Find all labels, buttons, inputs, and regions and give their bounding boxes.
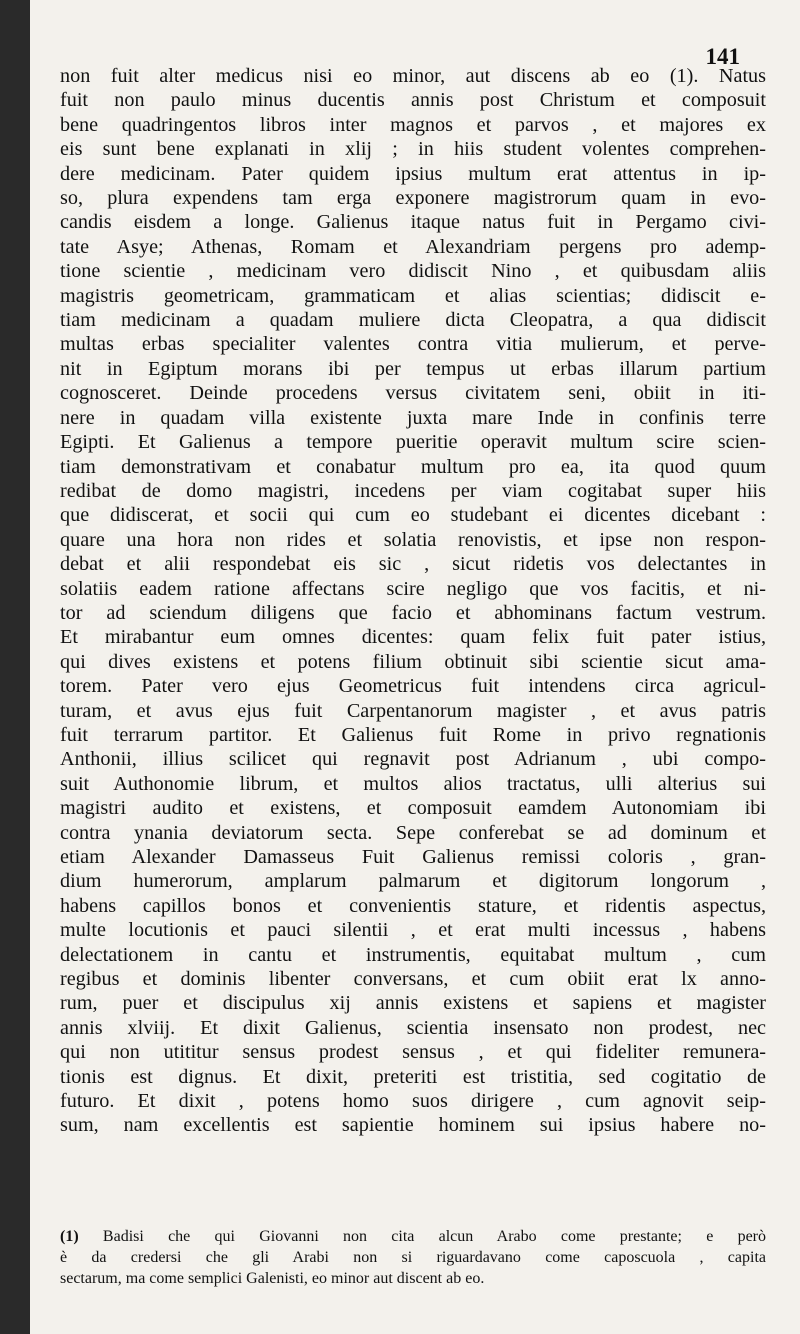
text-line: tate Asye; Athenas, Romam et Alexandriam pergens pro ademp-	[60, 235, 766, 258]
text-line: magistri audito et existens, et composuit eamdem Autonomiam ibi	[60, 797, 766, 820]
body-text	[60, 64, 766, 1138]
text-line: debat et alii respondebat eis sic , sicut ridetis vos delectantes in	[60, 553, 766, 576]
text-line: tor ad sciendum diligens que facio et abhominans factum vestrum.	[60, 601, 766, 624]
text-line: annis xlviij. Et dixit Galienus, scientia insensato non prodest, nec	[60, 1016, 766, 1039]
text-line: multe locutionis et pauci silentii , et erat multi incessus , habens	[60, 919, 766, 942]
text-line: qui non utititur sensus prodest sensus , et qui fideliter remunera-	[60, 1041, 766, 1064]
text-line: rum, puer et discipulus xij annis existens et sapiens et magister	[60, 992, 766, 1015]
text-line: qui dives existens et potens filium obtinuit sibi scientie sicut ama-	[60, 650, 766, 673]
text-line: dere medicinam. Pater quidem ipsius multum erat attentus in ip-	[60, 162, 766, 185]
text-line: non fuit alter medicus nisi eo minor, aut discens ab eo (1). Natus	[60, 65, 766, 87]
text-line: futuro. Et dixit , potens homo suos dirigere , cum agnovit seip-	[60, 1090, 766, 1113]
text-line: habens capillos bonos et convenientis stature, et ridentis aspectus,	[60, 894, 766, 917]
text-line: so, plura expendens tam erga exponere magistrorum quam in evo-	[60, 187, 766, 210]
text-line: Egipti. Et Galienus a tempore pueritie operavit multum scire scien-	[60, 431, 766, 454]
text-line: tione scientie , medicinam vero didiscit Nino , et quibusdam aliis	[60, 260, 766, 283]
text-line: magistris geometricam, grammaticam et alias scientias; didiscit e-	[60, 284, 766, 307]
book-page	[30, 0, 800, 1334]
footnote-line	[60, 1226, 766, 1247]
text-line: candis eisdem a longe. Galienus itaque natus fuit in Pergamo civi-	[60, 211, 766, 234]
footnote	[60, 1226, 766, 1289]
text-line: Et mirabantur eum omnes dicentes: quam felix fuit pater istius,	[60, 626, 766, 649]
text-line: que didiscerat, et socii qui cum eo studebant ei dicentes dicebant :	[60, 504, 766, 527]
footnote-line-text: Badisi che qui Giovanni non cita alcun Arabo come prestante; e però	[102, 1228, 767, 1245]
text-line: torem. Pater vero ejus Geometricus fuit intendens circa agricul-	[60, 675, 766, 698]
page-number: 141	[705, 44, 740, 69]
text-line: redibat de domo magistri, incedens per viam cogitabat super hiis	[60, 479, 766, 502]
text-line: tionis est dignus. Et dixit, preteriti est tristitia, sed cogitatio de	[60, 1065, 766, 1088]
text-line: sum, nam excellentis est sapientie hominem sui ipsius habere no-	[60, 1114, 766, 1137]
text-line: quare una hora non rides et solatia renovistis, et ipse non respon-	[60, 528, 766, 551]
footnote-line: sectarum, ma come semplici Galenisti, eo minor aut discent ab eo.	[60, 1270, 485, 1287]
text-line: bene quadringentos libros inter magnos et parvos , et majores ex	[60, 113, 766, 136]
text-line: fuit non paulo minus ducentis annis post Christum et composuit	[60, 89, 766, 112]
text-line: cognosceret. Deinde procedens versus civitatem seni, obiit in iti-	[60, 382, 766, 405]
text-line: suit Authonomie librum, et multos alios tractatus, ulli alterius sui	[60, 772, 766, 795]
text-line: tiam medicinam a quadam muliere dicta Cleopatra, a qua didiscit	[60, 309, 766, 332]
footnote-marker: (1)	[60, 1228, 79, 1245]
text-line: multas erbas specialiter valentes contra vitia mulierum, et perve-	[60, 333, 766, 356]
text-line: dium humerorum, amplarum palmarum et digitorum longorum ,	[60, 870, 766, 893]
text-line: tiam demonstrativam et conabatur multum pro ea, ita quod quum	[60, 455, 766, 478]
text-line: etiam Alexander Damasseus Fuit Galienus remissi coloris , gran-	[60, 846, 766, 868]
text-line: regibus et dominis libenter conversans, et cum obiit erat lx anno-	[60, 968, 766, 991]
text-line: solatiis eadem ratione affectans scire negligo que vos facitis, et ni-	[60, 577, 766, 600]
text-line: turam, et avus ejus fuit Carpentanorum magister , et avus patris	[60, 699, 766, 722]
text-line: eis sunt bene explanati in xlij ; in hiis student volentes comprehen-	[60, 138, 766, 161]
text-line: delectationem in cantu et instrumentis, equitabat multum , cum	[60, 943, 766, 966]
text-line: contra ynania deviatorum secta. Sepe conferebat se ad dominum et	[60, 821, 766, 844]
text-line: nere in quadam villa existente juxta mare Inde in confinis terre	[60, 406, 766, 429]
text-line: Anthonii, illius scilicet qui regnavit post Adrianum , ubi compo-	[60, 748, 766, 771]
footnote-line: è da credersi che gli Arabi non si riguardavano come caposcuola , capita	[60, 1249, 766, 1266]
text-line: nit in Egiptum morans ibi per tempus ut erbas illarum partium	[60, 357, 766, 380]
text-line: fuit terrarum partitor. Et Galienus fuit Rome in privo regnationis	[60, 723, 766, 746]
